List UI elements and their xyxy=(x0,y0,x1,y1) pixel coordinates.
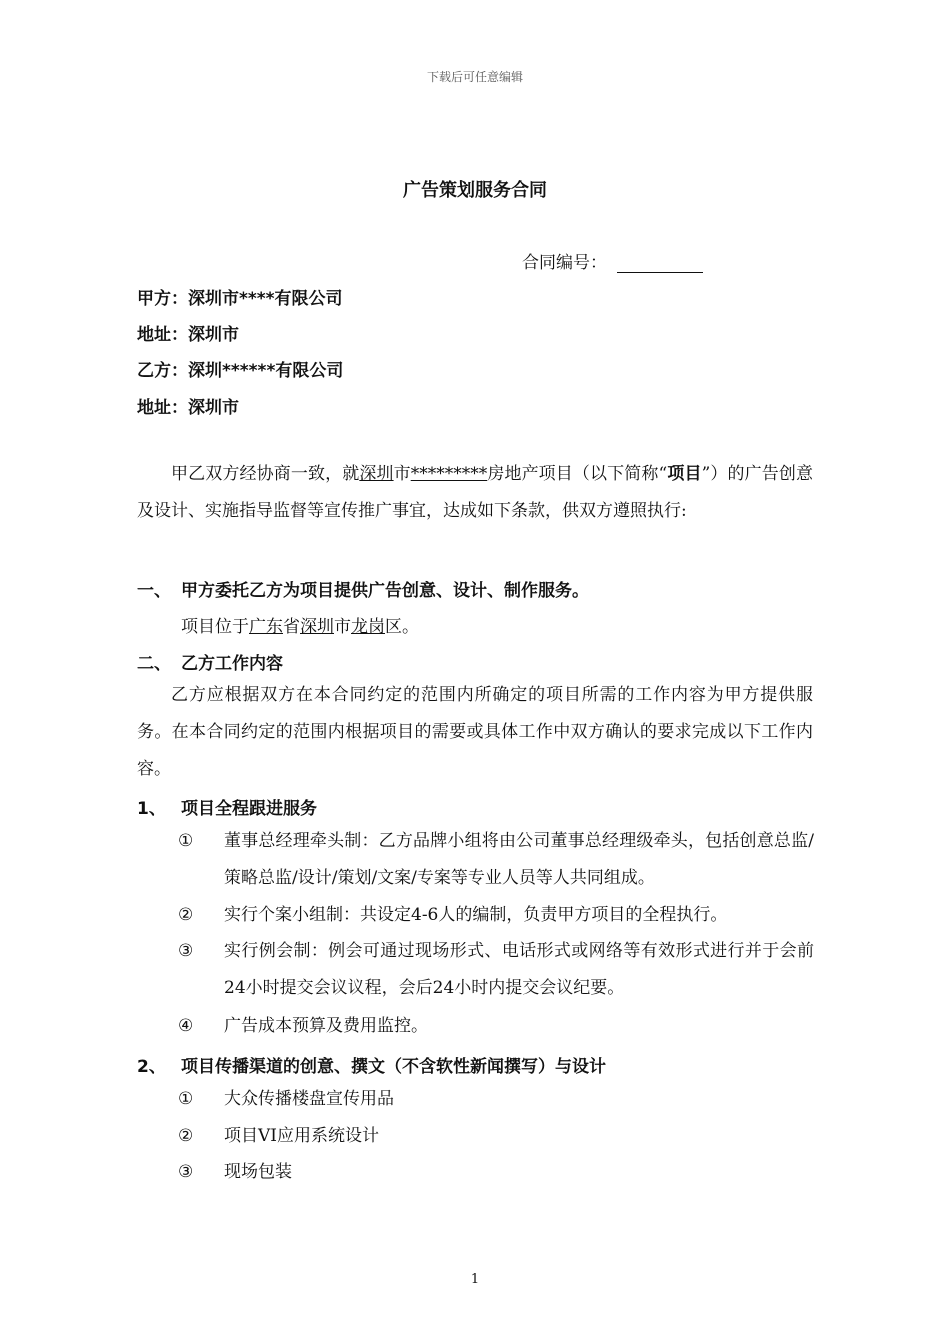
intro-project-term: 项目 xyxy=(667,464,702,484)
subsection-number: 1、 xyxy=(137,799,166,819)
list-marker: ④ xyxy=(178,1016,194,1036)
section-2-heading xyxy=(137,649,283,674)
list-item xyxy=(178,1081,814,1118)
list-item xyxy=(178,897,814,934)
document-title: 广告策划服务合同 xyxy=(403,180,547,201)
list-marker: ① xyxy=(178,831,194,851)
party-a xyxy=(137,284,343,309)
party-a-address xyxy=(137,320,239,345)
list-item xyxy=(178,1154,814,1191)
section-1-heading xyxy=(137,576,589,601)
section-title: 甲方委托乙方为项目提供广告创意、设计、制作服务。 xyxy=(181,581,589,601)
section-2-body: 乙方应根据双方在本合同约定的范围内所确定的项目所需的工作内容为甲方提供服务。在本合同约定的范围内根据项目的需要或具体工作中双方确认的要求完成以下工作内容。 xyxy=(137,685,813,779)
location-text: 区。 xyxy=(385,617,419,637)
list-item-text: 大众传播楼盘宣传用品 xyxy=(224,1089,394,1109)
intro-paragraph xyxy=(137,456,813,530)
subsection-1-heading xyxy=(137,794,317,819)
subsection-title: 项目全程跟进服务 xyxy=(181,799,317,819)
list-item-text: 现场包装 xyxy=(224,1162,292,1182)
section-title: 乙方工作内容 xyxy=(181,654,283,674)
intro-text: ”）的广告创意及设计、实施指导监督等宣传推广事宜，达成如下条款，供双方遵照执行: xyxy=(137,464,814,521)
party-b xyxy=(137,356,343,381)
party-b-address xyxy=(137,393,239,418)
location-text: 市 xyxy=(334,617,351,637)
list-item-text: 董事总经理牵头制：乙方品牌小组将由公司董事总经理级牵头，包括创意总监/策略总监/设计/策划/文案/专案等专业人员等人共同组成。 xyxy=(224,831,814,888)
section-number: 一、 xyxy=(137,581,171,601)
location-text: 项目位于 xyxy=(181,617,249,637)
location-text: 省 xyxy=(283,617,300,637)
list-marker: ② xyxy=(178,1126,194,1146)
list-item xyxy=(178,1118,814,1155)
intro-text: 房地产项目（以下简称“ xyxy=(487,464,668,484)
intro-project: ********* xyxy=(410,464,488,484)
list-marker: ③ xyxy=(178,1162,194,1182)
section-number: 二、 xyxy=(137,654,171,674)
list-item xyxy=(178,1008,814,1045)
subsection-2-heading xyxy=(137,1052,606,1077)
project-location xyxy=(181,612,419,637)
list-marker: ③ xyxy=(178,941,194,961)
party-a-label: 甲方： xyxy=(137,289,188,309)
list-item-text: 实行例会制：例会可通过现场形式、电话形式或网络等有效形式进行并于会前24小时提交会议议程，会后24小时内提交会议纪要。 xyxy=(224,941,814,998)
subsection-number: 2、 xyxy=(137,1057,166,1077)
location-district: 龙岗 xyxy=(351,617,385,637)
party-b-address-value: 深圳市 xyxy=(188,398,239,418)
location-province: 广东 xyxy=(249,617,283,637)
location-city: 深圳 xyxy=(300,617,334,637)
party-b-label: 乙方： xyxy=(137,361,188,381)
intro-city: 深圳 xyxy=(359,464,394,484)
header-note: 下载后可任意编辑 xyxy=(426,70,523,84)
party-a-address-label: 地址： xyxy=(137,325,188,345)
intro-text: 甲乙双方经协商一致，就 xyxy=(171,464,360,484)
party-a-address-value: 深圳市 xyxy=(188,325,239,345)
list-marker: ② xyxy=(178,905,194,925)
party-a-name: 深圳市****有限公司 xyxy=(188,289,343,309)
list-item-text: 广告成本预算及费用监控。 xyxy=(224,1016,428,1036)
subsection-title: 项目传播渠道的创意、撰文（不含软性新闻撰写）与设计 xyxy=(181,1057,606,1077)
list-marker: ① xyxy=(178,1089,194,1109)
party-b-address-label: 地址： xyxy=(137,398,188,418)
contract-number xyxy=(522,248,703,273)
contract-number-label: 合同编号： xyxy=(522,253,607,273)
contract-number-blank xyxy=(617,254,703,273)
list-item-text: 实行个案小组制：共设定4-6人的编制，负责甲方项目的全程执行。 xyxy=(224,905,728,925)
intro-text: 市 xyxy=(393,464,411,484)
list-item-text: 项目VI应用系统设计 xyxy=(224,1126,379,1146)
page-number: 1 xyxy=(470,1272,480,1287)
list-item xyxy=(178,823,814,897)
list-item xyxy=(178,933,814,1007)
party-b-name: 深圳******有限公司 xyxy=(188,361,344,381)
